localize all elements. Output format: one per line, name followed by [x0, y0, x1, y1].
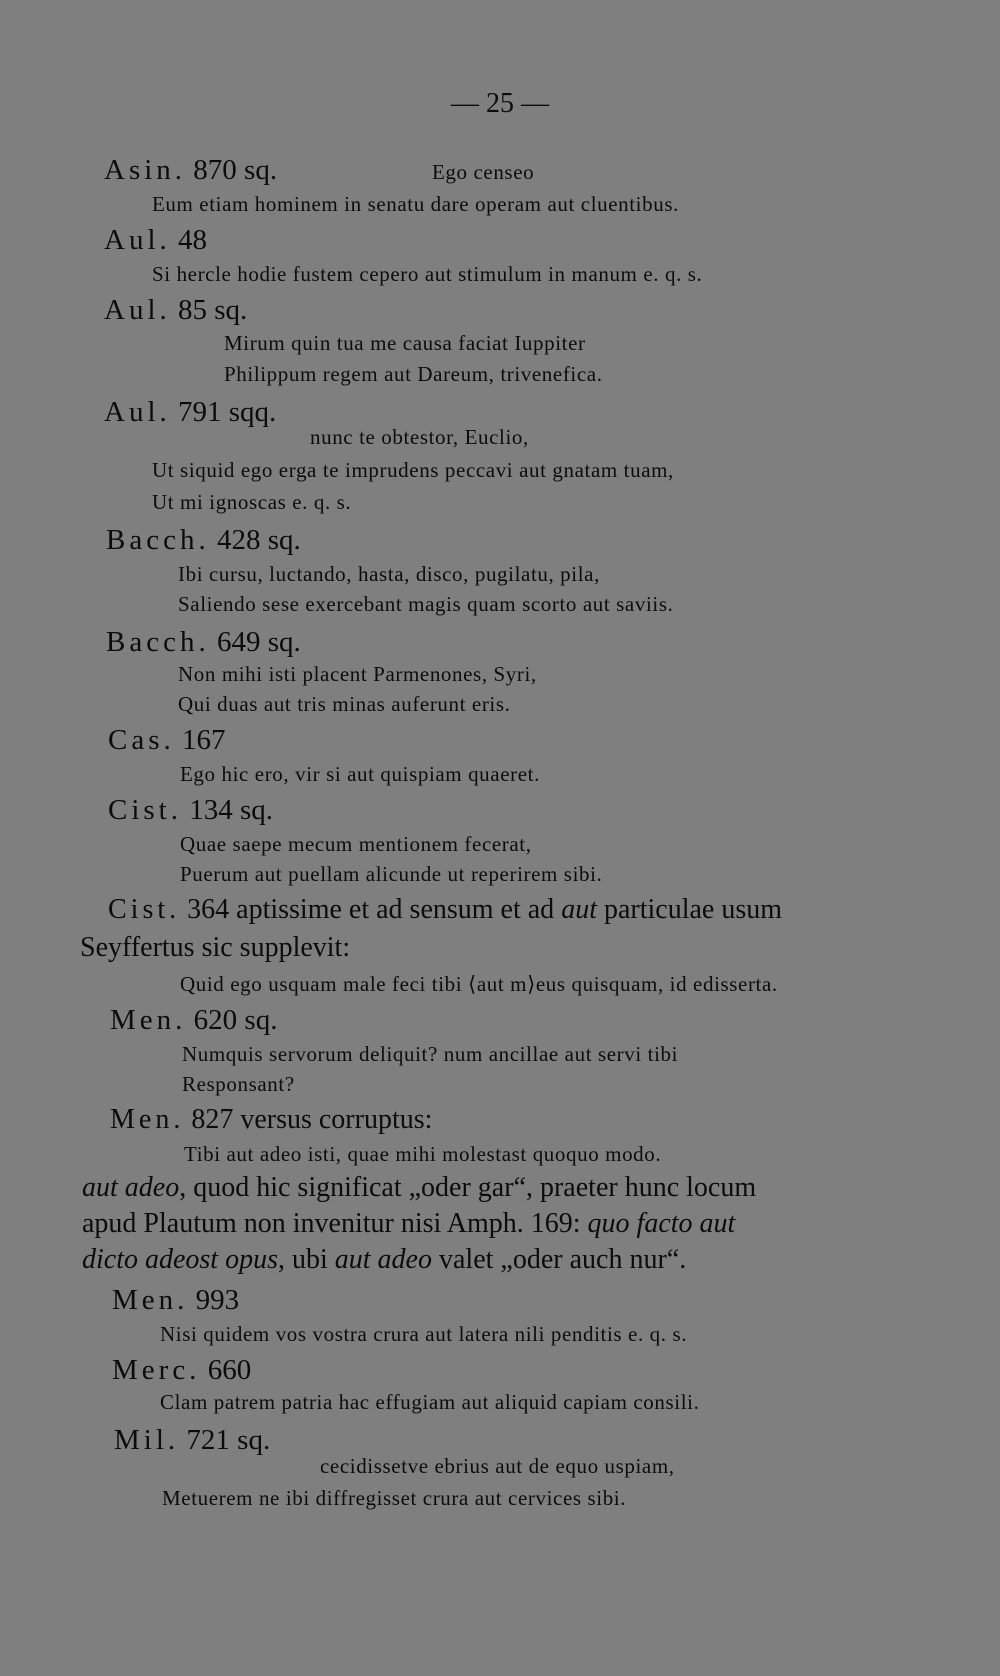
citation-heading: [112, 1354, 251, 1387]
citation-number: 620 sq.: [193, 1004, 278, 1036]
citation-abbr: Mil.: [114, 1424, 180, 1456]
commentary-line: [82, 1172, 756, 1204]
citation-abbr: Cist.: [108, 894, 181, 925]
verse-line: Metuerem ne ibi diffregisset crura aut cervices sibi.: [162, 1486, 627, 1510]
page-number: — 25 —: [451, 88, 549, 119]
citation-abbr: Bacch.: [106, 626, 210, 658]
italic-term: aut: [561, 894, 597, 925]
verse-line: Mirum quin tua me causa faciat Iuppiter: [224, 331, 586, 355]
citation-number: 870 sq.: [193, 154, 278, 186]
citation-heading: [104, 294, 247, 327]
citation-abbr: Men.: [110, 1104, 185, 1135]
verse-line: Quid ego usquam male feci tibi ⟨aut m⟩eus quisquam, id edisserta.: [180, 972, 778, 996]
verse-line: Eum etiam hominem in senatu dare operam aut cluentibus.: [152, 192, 679, 216]
commentary-text: , quod hic significat „oder gar“, praeter hunc locum: [179, 1172, 757, 1203]
italic-term: aut adeo: [334, 1244, 432, 1275]
citation-heading: [112, 1284, 239, 1317]
citation-number: 660: [207, 1354, 252, 1386]
commentary-line: [82, 1208, 735, 1240]
citation-abbr: Bacch.: [106, 524, 210, 556]
citation-heading: [106, 524, 301, 557]
citation-heading: [104, 396, 276, 429]
citation-heading: [108, 794, 273, 827]
citation-number: 48: [178, 224, 207, 256]
citation-number: 993: [195, 1284, 240, 1316]
verse-line: Puerum aut puellam alicunde ut reperirem sibi.: [180, 862, 603, 886]
citation-abbr: Aul.: [104, 294, 171, 326]
citation-number: 167: [182, 724, 226, 756]
verse-line: Quae saepe mecum mentionem fecerat,: [180, 832, 532, 856]
verse-line: Saliendo sese exercebant magis quam scorto aut saviis.: [178, 592, 674, 616]
citation-abbr: Aul.: [104, 224, 171, 256]
citation-abbr: Cas.: [108, 724, 175, 756]
verse-line: Tibi aut adeo isti, quae mihi molestast quoquo modo.: [184, 1142, 662, 1166]
citation-number: 721 sq.: [186, 1424, 271, 1456]
citation-heading: [104, 224, 207, 257]
verse-line: Ego censeo: [432, 160, 535, 184]
verse-line: Ut mi ignoscas e. q. s.: [152, 490, 352, 514]
verse-line: Ego hic ero, vir si aut quispiam quaeret.: [180, 762, 540, 786]
citation-number: 649 sq.: [216, 626, 301, 658]
citation-abbr: Aul.: [104, 396, 171, 428]
verse-line: Responsant?: [182, 1072, 295, 1096]
citation-abbr: Men.: [110, 1004, 187, 1036]
italic-term: quo facto aut: [587, 1208, 736, 1239]
verse-line: Ut siquid ego erga te imprudens peccavi aut gnatam tuam,: [152, 458, 674, 482]
verse-line: Ibi cursu, luctando, hasta, disco, pugilatu, pila,: [178, 562, 600, 586]
citation-heading: [106, 626, 301, 659]
verse-line: Si hercle hodie fustem cepero aut stimulum in manum e. q. s.: [152, 262, 703, 286]
citation-abbr: Men.: [112, 1284, 189, 1316]
verse-line: nunc te obtestor, Euclio,: [310, 425, 529, 449]
italic-term: aut adeo: [82, 1172, 180, 1203]
citation-abbr: Asin.: [104, 154, 187, 186]
commentary-text: , ubi: [278, 1244, 328, 1275]
verse-line: Clam patrem patria hac effugiam aut aliquid capiam consili.: [160, 1390, 700, 1414]
commentary-line: [82, 1244, 686, 1276]
commentary-line: Seyffertus sic supplevit:: [80, 932, 351, 963]
commentary-text: aptissime et ad sensum et ad: [236, 894, 555, 925]
citation-number: 134 sq.: [189, 794, 274, 826]
commentary-text: apud Plautum non invenitur nisi Amph. 169:: [82, 1208, 581, 1239]
citation-heading: [108, 724, 226, 757]
citation-abbr: Merc.: [112, 1354, 201, 1386]
verse-line: Nisi quidem vos vostra crura aut latera nili penditis e. q. s.: [160, 1322, 688, 1346]
citation-number: 827: [191, 1104, 234, 1135]
commentary-text: valet „oder auch nur“.: [439, 1244, 687, 1275]
verse-line: Qui duas aut tris minas auferunt eris.: [178, 692, 511, 716]
citation-number: 791 sqq.: [178, 396, 277, 428]
citation-number: 428 sq.: [216, 524, 301, 556]
citation-heading: [110, 1004, 277, 1037]
citation-abbr: Cist.: [108, 794, 182, 826]
italic-term: dicto adeost opus: [82, 1244, 278, 1275]
verse-line: cecidissetve ebrius aut de equo uspiam,: [320, 1454, 675, 1478]
verse-line: Non mihi isti placent Parmenones, Syri,: [178, 662, 537, 686]
citation-heading: [104, 154, 277, 187]
commentary-line: [110, 1104, 432, 1136]
commentary-text: versus corruptus:: [240, 1104, 433, 1135]
verse-line: Numquis servorum deliquit? num ancillae aut servi tibi: [182, 1042, 679, 1066]
citation-heading: [114, 1424, 270, 1457]
verse-line: Philippum regem aut Dareum, trivenefica.: [224, 362, 603, 386]
commentary-line: [108, 894, 782, 926]
commentary-text: particulae usum: [603, 894, 783, 925]
citation-number: 364: [187, 894, 230, 925]
citation-number: 85 sq.: [178, 294, 248, 326]
